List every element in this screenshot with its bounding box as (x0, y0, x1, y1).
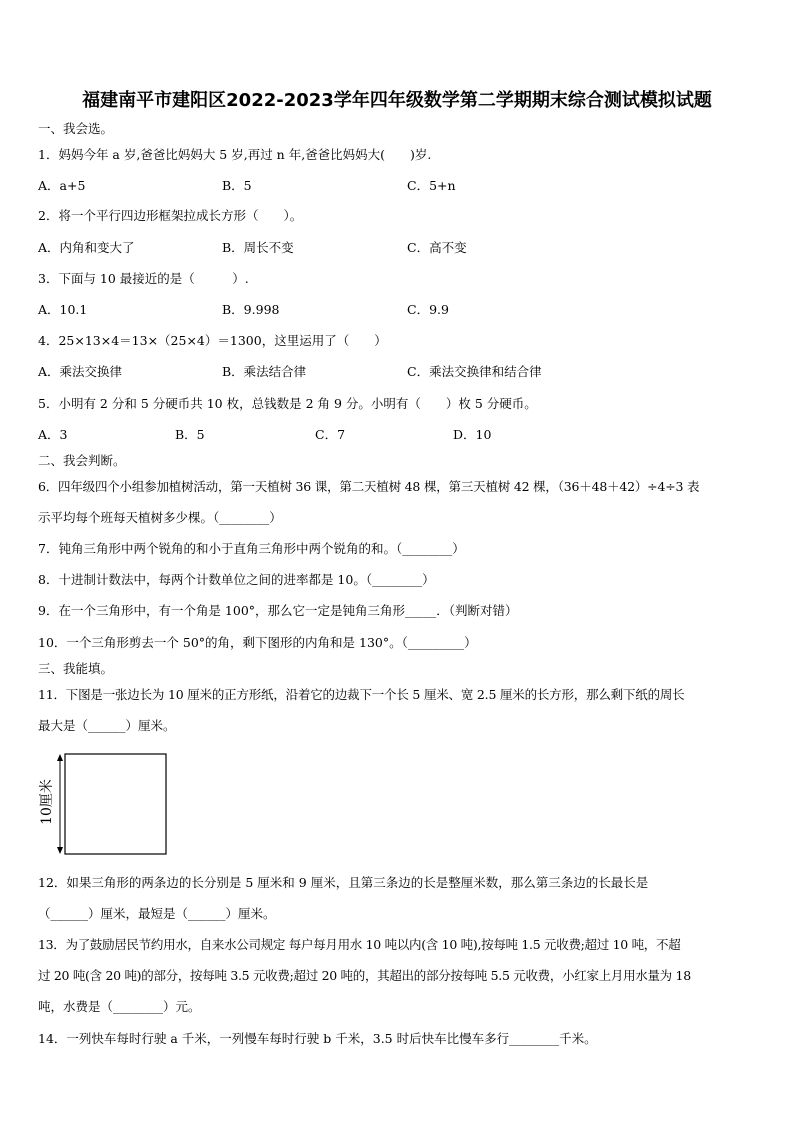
q1-option-c: C．5+n (407, 178, 456, 193)
q2-option-b: B．周长不变 (222, 240, 294, 255)
section-heading-choice: 一、我会选。 (38, 121, 114, 136)
section-heading-judge: 二、我会判断。 (38, 453, 126, 468)
square-figure (36, 752, 176, 866)
question-7: 7．钝角三角形中两个锐角的和小于直角三角形中两个锐角的和。（________） (38, 541, 465, 556)
question-13-line-2: 过 20 吨(含 20 吨)的部分，按每吨 3.5 元收费;超过 20 吨的，其超出的部分按每吨 5.5 元收费，小红家上月用水量为 18 (38, 968, 691, 983)
square-paper (65, 754, 166, 854)
question-11-line-2: 最大是（______）厘米。 (38, 718, 176, 733)
arrow-down-icon (57, 847, 63, 854)
question-13-line-3: 吨，水费是（________）元。 (38, 999, 201, 1014)
q2-option-a: A．内角和变大了 (38, 240, 135, 255)
question-5: 5．小明有 2 分和 5 分硬币共 10 枚，总钱数是 2 角 9 分。小明有（ ）枚 5 分硬币。 (38, 396, 537, 411)
q4-option-a: A．乘法交换律 (38, 364, 123, 379)
question-8: 8．十进制计数法中，每两个计数单位之间的进率都是 10。（________） (38, 572, 435, 587)
section-heading-fill: 三、我能填。 (38, 661, 114, 676)
arrow-up-icon (57, 754, 63, 761)
q5-option-b: B．5 (175, 427, 205, 442)
question-3: 3．下面与 10 最接近的是（ ）. (38, 271, 249, 286)
q3-option-c: C．9.9 (407, 302, 449, 317)
square-diagram (36, 752, 176, 862)
dimension-label: 10厘米 (39, 779, 55, 825)
q1-option-b: B．5 (222, 178, 252, 193)
q4-option-b: B．乘法结合律 (222, 364, 307, 379)
question-10: 10．一个三角形剪去一个 50°的角，剩下图形的内角和是 130°。（_________） (38, 635, 477, 650)
question-1: 1．妈妈今年 a 岁,爸爸比妈妈大 5 岁,再过 n 年,爸爸比妈妈大( )岁. (38, 147, 432, 162)
q1-option-a: A．a+5 (38, 178, 86, 193)
q3-option-b: B．9.998 (222, 302, 280, 317)
question-2: 2．将一个平行四边形框架拉成长方形（ ）。 (38, 208, 303, 223)
q5-option-a: A．3 (38, 427, 68, 442)
question-14: 14．一列快车每时行驶 a 千米，一列慢车每时行驶 b 千米，3.5 时后快车比慢车多行________千米。 (38, 1031, 597, 1046)
question-13-line-1: 13．为了鼓励居民节约用水，自来水公司规定 每户每月用水 10 吨以内(含 10 吨),按每吨 1.5 元收费;超过 10 吨，不超 (38, 937, 681, 952)
question-6-line-2: 示平均每个班每天植树多少棵。（________） (38, 510, 282, 525)
q3-option-a: A．10.1 (38, 302, 88, 317)
question-4: 4．25×13×4＝13×（25×4）＝1300，这里运用了（ ） (38, 333, 387, 348)
q5-option-c: C．7 (315, 427, 346, 442)
question-11-line-1: 11．下图是一张边长为 10 厘米的正方形纸，沿着它的边裁下一个长 5 厘米、宽 2.5 厘米的长方形，那么剩下纸的周长 (38, 687, 685, 702)
question-9: 9．在一个三角形中，有一个角是 100°，那么它一定是钝角三角形_____．（判断对错） (38, 603, 518, 618)
question-6-line-1: 6．四年级四个小组参加植树活动，第一天植树 36 课，第二天植树 48 棵，第三天植树 42 棵，（36＋48＋42）÷4÷3 表 (38, 479, 700, 494)
q2-option-c: C．高不变 (407, 240, 467, 255)
page-title: 福建南平市建阳区2022-2023学年四年级数学第二学期期末综合测试模拟试题 (82, 90, 712, 111)
q5-option-d: D．10 (453, 427, 492, 442)
q4-option-c: C．乘法交换律和结合律 (407, 364, 542, 379)
question-12-line-2: （______）厘米，最短是（______）厘米。 (38, 906, 276, 921)
question-12-line-1: 12．如果三角形的两条边的长分别是 5 厘米和 9 厘米，且第三条边的长是整厘米数，那么第三条边的长最长是 (38, 875, 649, 890)
